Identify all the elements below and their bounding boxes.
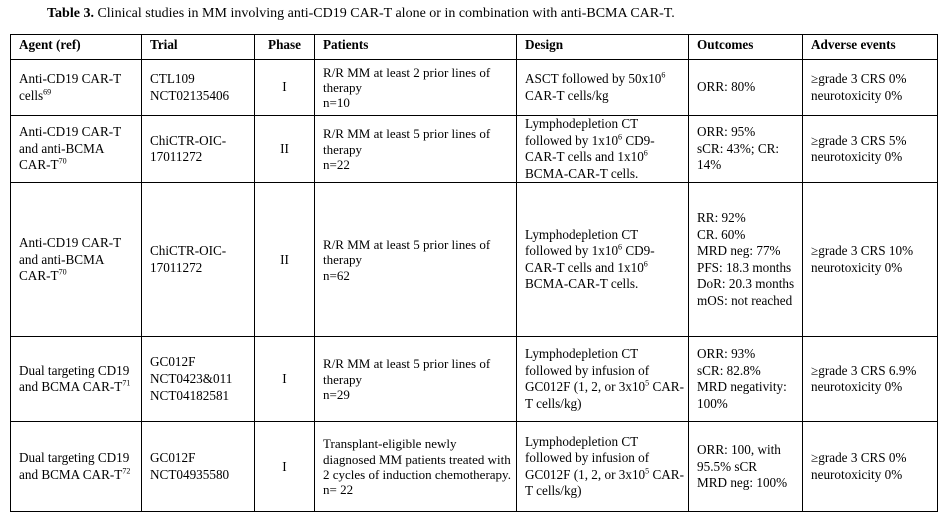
patients-cell: R/R MM at least 5 prior lines of therapy n=62 [315, 183, 517, 337]
reference-superscript: 72 [122, 466, 131, 476]
header-trial: Trial [142, 35, 255, 60]
agent-cell: Anti-CD19 CAR-T and anti-BCMA CAR-$T^{70}$ [11, 116, 142, 183]
outcomes-cell: ORR: 95% sCR: 43%; CR: 14% [689, 116, 803, 183]
adverse-events-cell: ≥grade 3 CRS 6.9% neurotoxicity 0% [803, 337, 938, 422]
clinical-studies-table [10, 34, 938, 512]
header-row [11, 35, 938, 60]
phase-cell: I [255, 337, 315, 422]
header-design: Design [517, 35, 689, 60]
header-outcomes: Outcomes [689, 35, 803, 60]
header-adverse-events: Adverse events [803, 35, 938, 60]
phase-cell: I [255, 422, 315, 512]
header-patients: Patients [315, 35, 517, 60]
trial-cell: ChiCTR-OIC-17011272 [142, 183, 255, 337]
adverse-events-cell: ≥grade 3 CRS 0% neurotoxicity 0% [803, 422, 938, 512]
reference-superscript: 71 [122, 378, 131, 388]
patients-cell: R/R MM at least 5 prior lines of therapy n=29 [315, 337, 517, 422]
trial-cell: CTL109 NCT02135406 [142, 60, 255, 116]
outcomes-cell: ORR: 80% [689, 60, 803, 116]
table-row [11, 183, 938, 337]
trial-cell: GC012F NCT04935580 [142, 422, 255, 512]
agent-cell: Anti-CD19 CAR-T cells$^{69}$ [11, 60, 142, 116]
design-cell: Lymphodepletion CT followed by $1x10^6$ CD9-CAR-T cells and $1x10^6$ BCMA-CAR-T cells. [517, 116, 689, 183]
design-cell: Lymphodepletion CT followed by infusion of GC012F (1, 2, or $3x10^5$ CAR-T cells/kg) [517, 422, 689, 512]
table-row [11, 337, 938, 422]
phase-cell: II [255, 116, 315, 183]
outcomes-cell: ORR: 100, with 95.5% sCR MRD neg: 100% [689, 422, 803, 512]
adverse-events-cell: ≥grade 3 CRS 0% neurotoxicity 0% [803, 60, 938, 116]
trial-cell: GC012F NCT0423&011 NCT04182581 [142, 337, 255, 422]
outcomes-cell: RR: 92% CR. 60% MRD neg: 77% PFS: 18.3 months DoR: 20.3 months mOS: not reached [689, 183, 803, 337]
table-row [11, 422, 938, 512]
reference-superscript: 69 [43, 87, 52, 97]
patients-cell: R/R MM at least 2 prior lines of therapy n=10 [315, 60, 517, 116]
caption-label: Table 3. [47, 6, 94, 21]
patients-cell: Transplant-eligible newly diagnosed MM patients treated with 2 cycles of induction chemotherapy. n= 22 [315, 422, 517, 512]
adverse-events-cell: ≥grade 3 CRS 10% neurotoxicity 0% [803, 183, 938, 337]
header-agent: Agent (ref) [11, 35, 142, 60]
phase-cell: II [255, 183, 315, 337]
outcomes-cell: ORR: 93% sCR: 82.8% MRD negativity: 100% [689, 337, 803, 422]
table-row [11, 60, 938, 116]
reference-superscript: 70 [58, 157, 67, 167]
design-cell: Lymphodepletion CT followed by infusion of GC012F (1, 2, or $3x10^5$ CAR-T cells/kg) [517, 337, 689, 422]
table-caption [47, 6, 675, 22]
agent-cell: Dual targeting CD19 and BCMA CAR-$T^{72}$ [11, 422, 142, 512]
caption-text: Clinical studies in MM involving anti-CD19 CAR-T alone or in combination with anti-BCMA CAR-T. [93, 6, 675, 21]
trial-cell: ChiCTR-OIC-17011272 [142, 116, 255, 183]
adverse-events-cell: ≥grade 3 CRS 5% neurotoxicity 0% [803, 116, 938, 183]
patients-cell: R/R MM at least 5 prior lines of therapy n=22 [315, 116, 517, 183]
phase-cell: I [255, 60, 315, 116]
header-phase: Phase [255, 35, 315, 60]
reference-superscript: 70 [58, 267, 67, 277]
design-cell: ASCT followed by $50x10^6$ CAR-T cells/kg [517, 60, 689, 116]
table-row [11, 116, 938, 183]
design-cell: Lymphodepletion CT followed by $1x10^6$ CD9-CAR-T cells and $1x10^6$ BCMA-CAR-T cells. [517, 183, 689, 337]
agent-cell: Anti-CD19 CAR-T and anti-BCMA CAR-$T^{70}$ [11, 183, 142, 337]
agent-cell: Dual targeting CD19 and BCMA CAR-$T^{71}$ [11, 337, 142, 422]
